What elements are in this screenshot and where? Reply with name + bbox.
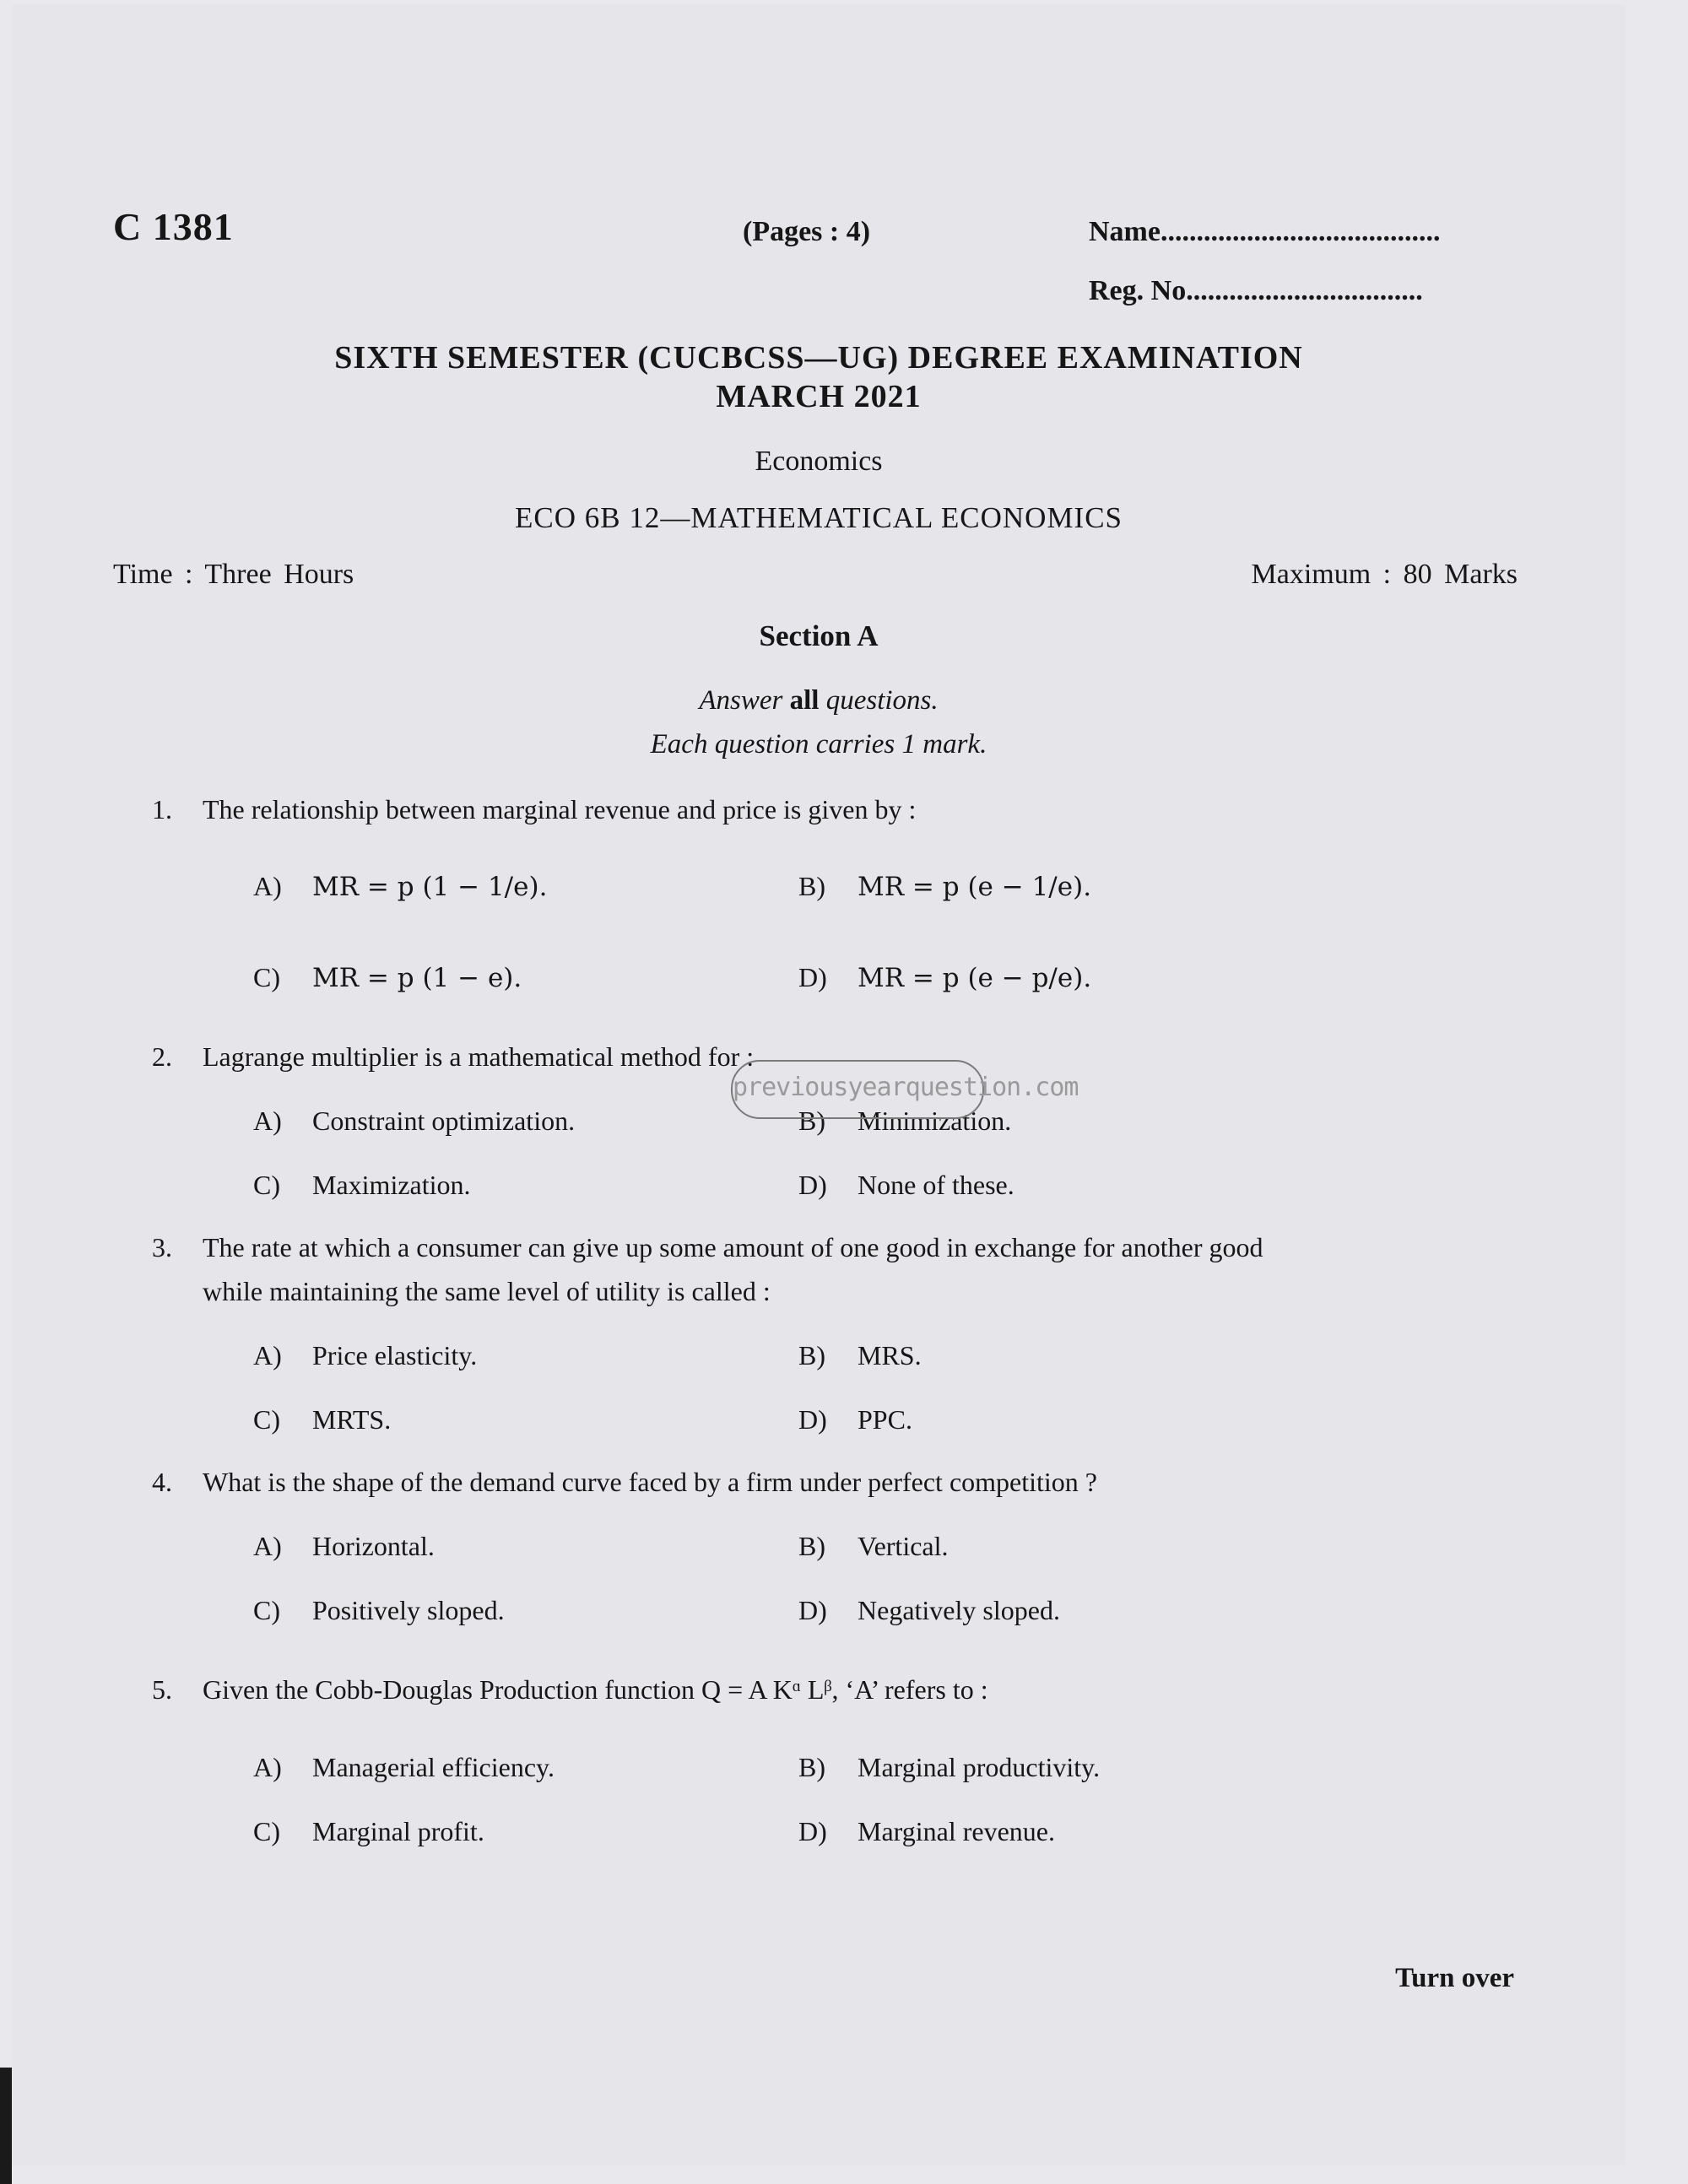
exam-sheet bbox=[12, 5, 1626, 2165]
option-letter: A) bbox=[253, 1340, 282, 1370]
instruction-bold: all bbox=[789, 685, 820, 716]
name-field-line: Name....................................... bbox=[1089, 216, 1441, 247]
option bbox=[798, 962, 1091, 993]
option-text: MR = p (1 − e). bbox=[312, 963, 522, 993]
option-letter: A) bbox=[253, 871, 282, 901]
option bbox=[798, 1340, 922, 1371]
option-text: Vertical. bbox=[858, 1531, 949, 1561]
option-text: MRTS. bbox=[312, 1404, 392, 1435]
watermark: previousyearquestion.com bbox=[731, 1060, 984, 1119]
option-letter: C) bbox=[253, 1404, 280, 1435]
option-text: Marginal profit. bbox=[312, 1816, 484, 1846]
option-text: Managerial efficiency. bbox=[312, 1752, 555, 1782]
option-text: MR = p (e − 1/e). bbox=[858, 872, 1092, 902]
option-letter: A) bbox=[253, 1752, 282, 1782]
option bbox=[253, 1404, 391, 1435]
option bbox=[798, 1752, 1100, 1783]
option bbox=[798, 1531, 949, 1562]
exam-date: MARCH 2021 bbox=[716, 379, 922, 414]
option bbox=[253, 1531, 435, 1562]
option-text: Horizontal. bbox=[312, 1531, 435, 1561]
option-letter: D) bbox=[798, 1595, 827, 1625]
section-instruction bbox=[12, 685, 1626, 716]
option-letter: C) bbox=[253, 1816, 280, 1846]
option-letter: B) bbox=[798, 1340, 825, 1370]
option bbox=[798, 1170, 1014, 1201]
course-title: ECO 6B 12—MATHEMATICAL ECONOMICS bbox=[514, 501, 1123, 534]
question-number: 3. bbox=[152, 1232, 172, 1262]
question-text: Lagrange multiplier is a mathematical method for : bbox=[203, 1041, 755, 1072]
option-text: Price elasticity. bbox=[312, 1340, 478, 1370]
option bbox=[798, 871, 1091, 902]
option-text: Maximization. bbox=[312, 1170, 471, 1200]
option-letter: C) bbox=[253, 962, 280, 992]
option bbox=[253, 1595, 505, 1626]
option bbox=[253, 1816, 484, 1847]
option bbox=[253, 1752, 555, 1783]
option-letter: D) bbox=[798, 1170, 827, 1200]
option-text: Marginal revenue. bbox=[858, 1816, 1055, 1846]
option-letter: D) bbox=[798, 1816, 827, 1846]
option bbox=[798, 1816, 1055, 1847]
subject-name: Economics bbox=[755, 446, 883, 477]
option-text: MR = p (e − p/e). bbox=[858, 963, 1092, 993]
question-text: The rate at which a consumer can give up some amount of one good in exchange for another good bbox=[203, 1232, 1263, 1262]
question-number: 4. bbox=[152, 1467, 172, 1497]
option bbox=[253, 962, 522, 993]
instruction-post: questions. bbox=[825, 685, 939, 716]
exam-duration: Time : Three Hours bbox=[113, 559, 354, 590]
option-text: None of these. bbox=[858, 1170, 1014, 1200]
option-letter: C) bbox=[253, 1595, 280, 1625]
option bbox=[798, 1595, 1060, 1626]
question-number: 1. bbox=[152, 794, 172, 824]
option-letter: D) bbox=[798, 1404, 827, 1435]
option bbox=[253, 1170, 471, 1201]
section-title: Section A bbox=[759, 619, 879, 652]
option-letter: B) bbox=[798, 1752, 825, 1782]
instruction-pre: Answer bbox=[699, 685, 783, 716]
option-letter: D) bbox=[798, 962, 827, 992]
reg-no-field-line: Reg. No................................. bbox=[1089, 275, 1423, 306]
page-count: (Pages : 4) bbox=[743, 216, 871, 247]
paper-code: C 1381 bbox=[113, 205, 234, 248]
option-letter: C) bbox=[253, 1170, 280, 1200]
marks-instruction: Each question carries 1 mark. bbox=[650, 729, 987, 760]
scan-edge bbox=[0, 2068, 12, 2184]
option-text: MRS. bbox=[858, 1340, 922, 1370]
option bbox=[798, 1404, 912, 1435]
question-number: 2. bbox=[152, 1041, 172, 1072]
question-text: The relationship between marginal revenue and price is given by : bbox=[203, 794, 917, 824]
option-text: Positively sloped. bbox=[312, 1595, 505, 1625]
option-letter: B) bbox=[798, 871, 825, 901]
option-text: Minimization. bbox=[858, 1106, 1012, 1136]
option bbox=[253, 1106, 575, 1137]
option-text: Marginal productivity. bbox=[858, 1752, 1101, 1782]
option-letter: B) bbox=[798, 1531, 825, 1561]
question-text-continued: while maintaining the same level of utility is called : bbox=[203, 1276, 771, 1306]
option-text: PPC. bbox=[858, 1404, 912, 1435]
option bbox=[253, 1340, 477, 1371]
option-text: Constraint optimization. bbox=[312, 1106, 576, 1136]
question-text: What is the shape of the demand curve faced by a firm under perfect competition ? bbox=[203, 1467, 1097, 1497]
question-text: Given the Cobb-Douglas Production function Q = A Kᵅ Lᵝ, ‘A’ refers to : bbox=[203, 1674, 988, 1705]
option-text: MR = p (1 − 1/e). bbox=[312, 872, 548, 902]
option-letter: A) bbox=[253, 1106, 282, 1136]
turn-over-note: Turn over bbox=[1395, 1963, 1514, 1993]
question-number: 5. bbox=[152, 1674, 172, 1705]
option bbox=[253, 871, 547, 902]
exam-title: SIXTH SEMESTER (CUCBCSS—UG) DEGREE EXAMINATION bbox=[334, 340, 1303, 376]
option-letter: A) bbox=[253, 1531, 282, 1561]
option-text: Negatively sloped. bbox=[858, 1595, 1060, 1625]
option-letter: B) bbox=[798, 1106, 825, 1136]
maximum-marks: Maximum : 80 Marks bbox=[1251, 559, 1518, 590]
